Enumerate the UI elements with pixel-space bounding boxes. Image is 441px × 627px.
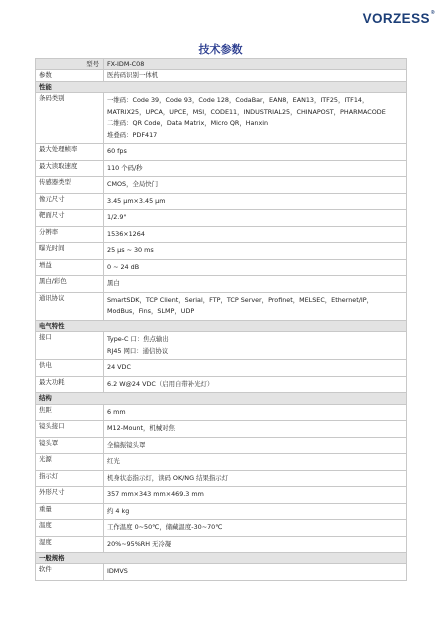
spec-row <box>36 520 407 537</box>
spec-value-line: 约 4 kg <box>107 506 130 515</box>
spec-row <box>36 226 407 243</box>
spec-label: 曝光时间 <box>36 243 104 260</box>
section-title: 性能 <box>36 81 407 92</box>
spec-value <box>104 259 407 276</box>
spec-label: 焦距 <box>36 404 104 421</box>
spec-row <box>36 93 407 144</box>
spec-value <box>104 360 407 377</box>
spec-row <box>36 292 407 320</box>
spec-value-line: 6 mm <box>107 407 126 416</box>
spec-row <box>36 210 407 227</box>
spec-value-line: M12-Mount，机械对焦 <box>107 424 175 433</box>
spec-label: 像元尺寸 <box>36 193 104 210</box>
spec-value-line: ModBus，Fins，SLMP，UDP <box>107 307 195 316</box>
spec-row <box>36 276 407 293</box>
spec-row <box>36 332 407 360</box>
brand-name: VORZESS <box>362 11 430 26</box>
section-header <box>36 320 407 331</box>
spec-value-line: CMOS，全局快门 <box>107 180 159 189</box>
spec-value <box>104 376 407 393</box>
spec-value-line: 1/2.9" <box>107 213 127 222</box>
spec-value-line: 110 个码/秒 <box>107 163 143 172</box>
spec-row <box>36 177 407 194</box>
spec-label: 温度 <box>36 520 104 537</box>
spec-value <box>104 210 407 227</box>
section-header <box>36 81 407 92</box>
spec-label: 增益 <box>36 259 104 276</box>
spec-row <box>36 536 407 553</box>
spec-label: 分辨率 <box>36 226 104 243</box>
model-label: 型号 <box>36 59 104 70</box>
section-title: 一般规格 <box>36 553 407 564</box>
section-header <box>36 553 407 564</box>
spec-value-line: 0 ~ 24 dB <box>107 262 140 271</box>
spec-label: 接口 <box>36 332 104 360</box>
spec-value-line: 1536×1264 <box>107 229 145 238</box>
spec-value-line: 全偏振镜头罩 <box>107 440 146 449</box>
spec-label: 靶面尺寸 <box>36 210 104 227</box>
spec-label: 传感器类型 <box>36 177 104 194</box>
spec-value-line: 25 μs ~ 30 ms <box>107 246 154 255</box>
spec-value <box>104 437 407 454</box>
spec-label: 条码类别 <box>36 93 104 144</box>
spec-value-line: Type-C 口：焦点输出 <box>107 335 169 344</box>
spec-value <box>104 404 407 421</box>
model-row <box>36 59 407 70</box>
section-title: 电气特性 <box>36 320 407 331</box>
spec-row <box>36 404 407 421</box>
spec-value-line: 机身状态指示灯，读码 OK/NG 结果指示灯 <box>107 473 229 482</box>
spec-value <box>104 332 407 360</box>
spec-value-line: 堆叠码：PDF417 <box>107 130 158 139</box>
spec-row <box>36 437 407 454</box>
page-title: 技术参数 <box>198 43 243 56</box>
spec-value <box>104 470 407 487</box>
spec-value-line: 工作温度 0~50℃，储藏温度-30~70℃ <box>107 523 223 532</box>
param-label: 参数 <box>36 70 104 81</box>
spec-row <box>36 454 407 471</box>
spec-value <box>104 292 407 320</box>
spec-value-line: 一维码：Code 39，Code 93，Code 128，CodaBar，EAN8，EAN13，ITF25，ITF14， <box>107 96 369 105</box>
spec-value-line: 黑白 <box>107 279 120 288</box>
spec-value <box>104 421 407 438</box>
spec-label: 最大处理帧率 <box>36 144 104 161</box>
spec-label: 光源 <box>36 454 104 471</box>
spec-label: 最大读取速度 <box>36 160 104 177</box>
spec-value <box>104 454 407 471</box>
spec-value <box>104 177 407 194</box>
spec-value-line: 60 fps <box>107 147 127 156</box>
spec-value <box>104 276 407 293</box>
spec-label: 黑白/彩色 <box>36 276 104 293</box>
spec-value <box>104 193 407 210</box>
spec-value-line: 357 mm×343 mm×469.3 mm <box>107 490 204 499</box>
spec-row <box>36 564 407 581</box>
spec-value <box>104 503 407 520</box>
spec-label: 外形尺寸 <box>36 487 104 504</box>
spec-label: 指示灯 <box>36 470 104 487</box>
spec-label: 软件 <box>36 564 104 581</box>
spec-value-line: 6.2 W@24 VDC（启用自带补光灯） <box>107 379 214 388</box>
spec-value <box>104 160 407 177</box>
spec-row <box>36 470 407 487</box>
spec-value-line: SmartSDK，TCP Client，Serial，FTP，TCP Server，Profinet，MELSEC，Ethernet/IP， <box>107 295 373 304</box>
spec-row <box>36 360 407 377</box>
spec-row <box>36 503 407 520</box>
spec-label: 湿度 <box>36 536 104 553</box>
spec-value-line: 20%~95%RH 无冷凝 <box>107 539 172 548</box>
spec-table <box>35 58 407 581</box>
spec-row <box>36 160 407 177</box>
param-value: 医药码识别一体机 <box>104 70 407 81</box>
spec-value <box>104 93 407 144</box>
section-title: 结构 <box>36 393 407 404</box>
spec-value-line: 二维码：QR Code，Data Matrix，Micro QR，Hanxin <box>107 119 269 128</box>
spec-row <box>36 193 407 210</box>
spec-label: 最大功耗 <box>36 376 104 393</box>
spec-value <box>104 243 407 260</box>
spec-value-line: MATRIX25，UPCA，UPCE，MSI，CODE11，INDUSTRIAL25，CHINAPOST，PHARMACODE <box>107 107 386 116</box>
spec-value-line: 红光 <box>107 457 120 466</box>
spec-row <box>36 487 407 504</box>
spec-value-line: RJ45 网口：通信协议 <box>107 346 169 355</box>
spec-value <box>104 564 407 581</box>
spec-label: 重量 <box>36 503 104 520</box>
spec-row <box>36 376 407 393</box>
spec-value <box>104 487 407 504</box>
spec-value <box>104 226 407 243</box>
spec-value <box>104 520 407 537</box>
model-value: FX-IDM-C08 <box>104 59 407 70</box>
spec-value-line: IDMVS <box>107 567 128 576</box>
spec-value <box>104 144 407 161</box>
registered-mark: ® <box>430 10 435 16</box>
section-header <box>36 393 407 404</box>
spec-row <box>36 259 407 276</box>
spec-label: 通讯协议 <box>36 292 104 320</box>
spec-row <box>36 421 407 438</box>
spec-row <box>36 144 407 161</box>
param-row <box>36 70 407 81</box>
spec-value <box>104 536 407 553</box>
spec-value-line: 3.45 μm×3.45 μm <box>107 196 166 205</box>
spec-label: 供电 <box>36 360 104 377</box>
spec-row <box>36 243 407 260</box>
spec-label: 镜头接口 <box>36 421 104 438</box>
spec-label: 镜头罩 <box>36 437 104 454</box>
spec-value-line: 24 VDC <box>107 363 131 372</box>
brand-logo <box>363 11 435 26</box>
